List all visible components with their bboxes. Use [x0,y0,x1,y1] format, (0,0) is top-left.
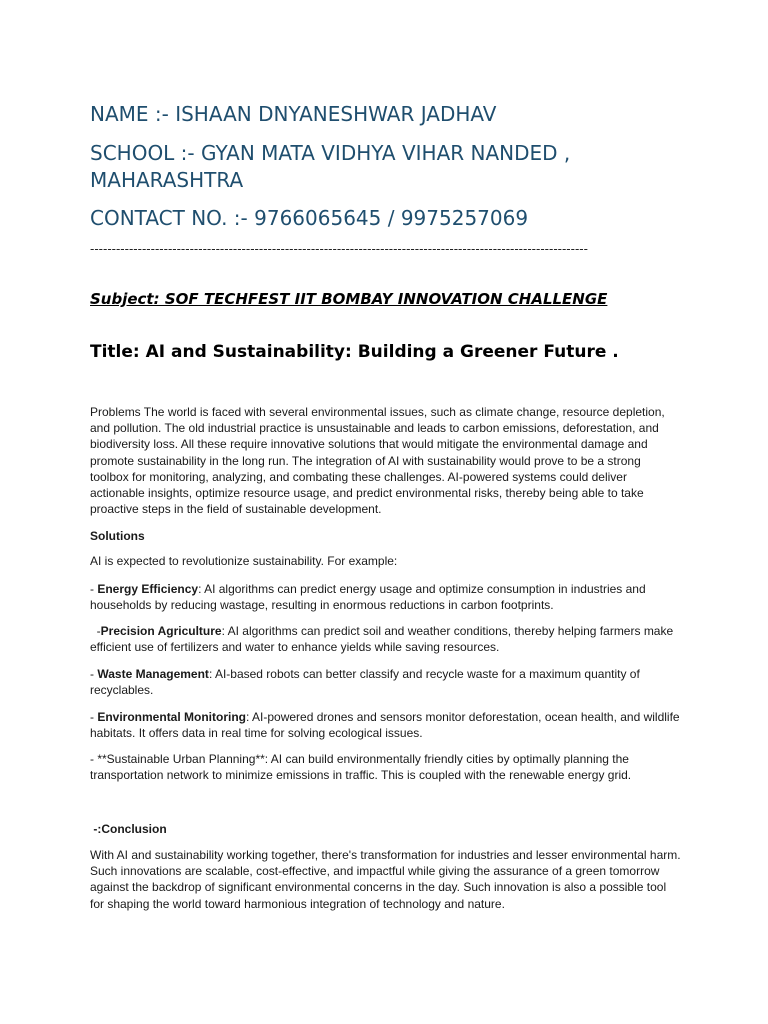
solution-text: : AI algorithms can predict energy usage and optimize consumption in industries and households by reducing wastage, resulting in enormous reductions in carbon footprints. [90,582,646,613]
contact-number: CONTACT NO. :- 9766065645 / 9975257069 [90,206,529,230]
solution-item-urban-planning [90,751,682,783]
solutions-heading: Solutions [90,529,145,543]
solution-item-environmental-monitoring [90,709,682,741]
document-title: Title: AI and Sustainability: Building a Greener Future . [90,342,619,362]
conclusion-heading: -:Conclusion [90,822,167,836]
conclusion-paragraph: With AI and sustainability working together, there's transformation for industries and lesser environmental harm. Such innovations are scalable, cost-effective, and impactful while giving the assurance of a green tomorrow against the backdrop of significant environmental concerns in the day. Such innovation is also a possible tool for shaping the world toward harmonious integration of technology and nature. [90,848,681,911]
solution-term: Precision Agriculture [100,624,222,638]
solution-prefix: - [90,710,98,724]
solution-prefix: - [90,582,98,596]
solution-item-precision-agriculture [90,623,682,655]
solution-prefix: - [90,667,98,681]
solution-item-energy-efficiency [90,581,682,613]
student-name: NAME :- ISHAAN DNYANESHWAR JADHAV [90,102,497,126]
solutions-lead: AI is expected to revolutionize sustainability. For example: [90,554,398,568]
solution-term: Waste Management [97,667,209,681]
solution-text: : AI algorithms can predict soil and weather conditions, thereby helping farmers make efficient use of fertilizers and water to enhance yields while saving resources. [90,624,677,655]
intro-paragraph: Problems The world is faced with several environmental issues, such as climate change, resource depletion, and pollution. The old industrial practice is unsustainable and leads to carbon emissions, deforestation, and biodiversity loss. All these require innovative solutions that would mitigate the environmental damage and promote sustainability in the long run. The integration of AI with sustainability would prove to be a strong toolbox for monitoring, analyzing, and combating these challenges. AI-powered systems could deliver actionable insights, optimize resource usage, and predict environmental risks, thereby being able to take proactive steps in the field of sustainable development. [90,405,665,517]
solution-text: - **Sustainable Urban Planning**: AI can build environmentally friendly cities by optimally planning the transportation network to minimize emissions in traffic. This is coupled with the renewable energy grid. [90,752,632,783]
subject-line: Subject: SOF TECHFEST IIT BOMBAY INNOVATION CHALLENGE [90,290,608,308]
school-name-line2: MAHARASHTRA [90,168,244,192]
solution-text: : AI-powered drones and sensors monitor deforestation, ocean health, and wildlife habitats. It offers data in real time for solving ecological issues. [90,710,680,741]
divider-line: ------------------------------------------------------------------------------------------------------------------- [90,242,588,256]
solution-term: Environmental Monitoring [97,710,247,724]
solution-item-waste-management [90,666,682,698]
solution-text: : AI-based robots can better classify and recycle waste for a maximum quantity of recyclables. [90,667,640,698]
solution-prefix: - [90,624,101,638]
school-name-line1: SCHOOL :- GYAN MATA VIDHYA VIHAR NANDED , [90,141,571,165]
solution-term: Energy Efficiency [97,582,199,596]
